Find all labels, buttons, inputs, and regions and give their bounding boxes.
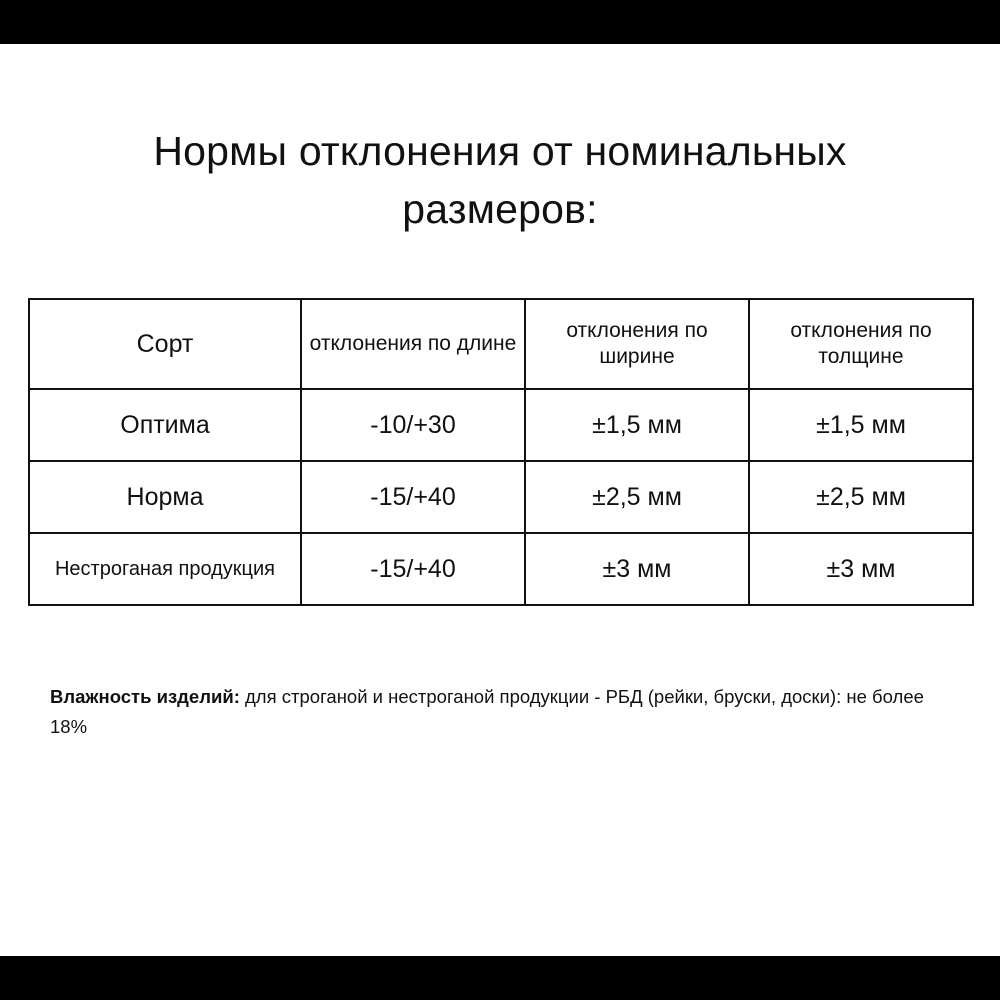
- cell-width: ±2,5 мм: [525, 461, 749, 533]
- document-page: [0, 44, 1000, 956]
- moisture-note: [28, 682, 972, 742]
- cell-length: -15/+40: [301, 533, 525, 605]
- column-header-width: отклонения по ширине: [525, 299, 749, 389]
- cell-width: ±1,5 мм: [525, 389, 749, 461]
- column-header-sort: Сорт: [29, 299, 301, 389]
- deviation-table: [28, 298, 974, 606]
- cell-sort: Нестроганая продукция: [29, 533, 301, 605]
- cell-width: ±3 мм: [525, 533, 749, 605]
- table-row: [29, 461, 973, 533]
- cell-thickness: ±2,5 мм: [749, 461, 973, 533]
- deviation-table-container: [28, 298, 972, 606]
- cell-sort: Оптима: [29, 389, 301, 461]
- table-row: [29, 533, 973, 605]
- table-row: [29, 389, 973, 461]
- table-body: [29, 389, 973, 605]
- moisture-note-text: для строганой и нестроганой продукции - РБД (рейки, бруски, доски): не более 18%: [50, 686, 924, 738]
- cell-length: -15/+40: [301, 461, 525, 533]
- column-header-thickness: отклонения по толщине: [749, 299, 973, 389]
- cell-length: -10/+30: [301, 389, 525, 461]
- page-title: Нормы отклонения от номинальных размеров:: [153, 128, 847, 233]
- cell-sort: Норма: [29, 461, 301, 533]
- moisture-note-label: Влажность изделий:: [50, 686, 240, 708]
- table-header: [29, 299, 973, 389]
- table-header-row: [29, 299, 973, 389]
- cell-thickness: ±3 мм: [749, 533, 973, 605]
- column-header-length: отклонения по длине: [301, 299, 525, 389]
- cell-thickness: ±1,5 мм: [749, 389, 973, 461]
